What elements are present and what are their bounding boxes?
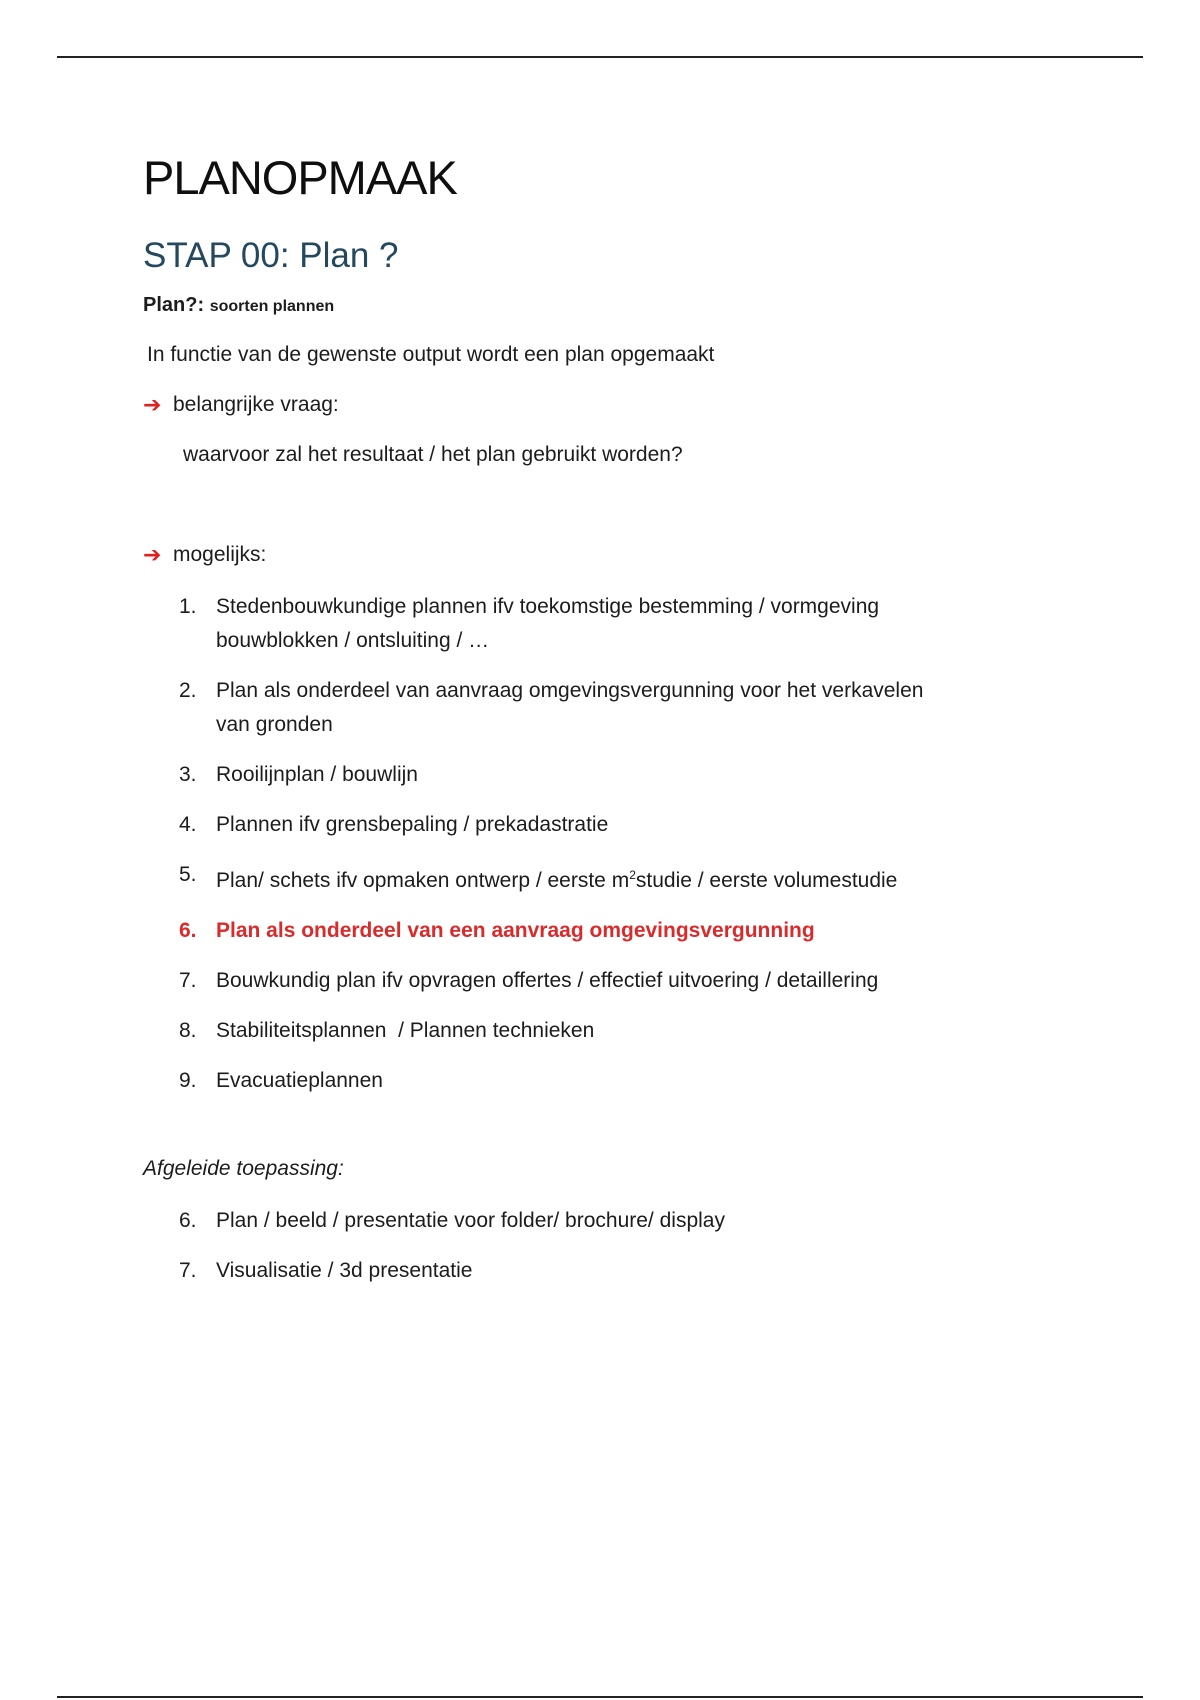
question-label: belangrijke vraag: <box>173 393 339 416</box>
list-item-text: Plan / beeld / presentatie voor folder/ brochure/ display <box>216 1209 725 1232</box>
subheading <box>143 290 1063 322</box>
list-item-text: Plan als onderdeel van een aanvraag omgevingsvergunning <box>216 919 815 942</box>
list-item-number: 2. <box>179 679 197 702</box>
list-item <box>143 1014 1063 1048</box>
list-item-number: 4. <box>179 813 197 836</box>
list-item-number: 7. <box>179 969 197 992</box>
list-item-text: Plan als onderdeel van aanvraag omgevingsvergunning voor het verkavelen van gronden <box>216 679 924 736</box>
derived-list <box>143 1204 1063 1288</box>
list-item <box>143 1254 1063 1288</box>
section-heading: STAP 00: Plan ? <box>143 236 399 275</box>
list-item-number: 6. <box>179 919 197 942</box>
page-title: PLANOPMAAK <box>143 151 457 204</box>
arrow-right-icon: ➔ <box>143 392 162 417</box>
list-item-number: 5. <box>179 863 197 886</box>
list-item-number: 8. <box>179 1019 197 1042</box>
list-item <box>143 964 1063 998</box>
list-item-text <box>216 858 1063 898</box>
list-item <box>143 808 1063 842</box>
list-item <box>143 674 1063 742</box>
list-item-highlighted <box>143 914 1063 948</box>
list-item-text-end: studie / eerste volumestudie <box>635 869 898 892</box>
list-item-number: 6. <box>179 1209 197 1232</box>
arrow-right-icon: ➔ <box>143 542 162 567</box>
spacer <box>143 470 1063 520</box>
question-text: waarvoor zal het resultaat / het plan gebruikt worden? <box>183 443 683 466</box>
list-item-number: 9. <box>179 1069 197 1092</box>
list-item <box>143 758 1063 792</box>
list-item-text: Bouwkundig plan ifv opvragen offertes / effectief uitvoering / detaillering <box>216 969 879 992</box>
list-item-number: 3. <box>179 763 197 786</box>
list-item-text: Stedenbouwkundige plannen ifv toekomstige bestemming / vormgeving bouwblokken / ontsluiting / … <box>216 595 880 652</box>
list-item <box>143 1064 1063 1098</box>
list-item-text: Plannen ifv grensbepaling / prekadastratie <box>216 813 609 836</box>
plan-types-list <box>143 590 1063 1098</box>
options-line <box>143 540 1063 570</box>
superscript: 2 <box>629 868 636 882</box>
list-item-text: Stabiliteitsplannen / Plannen technieken <box>216 1019 595 1042</box>
options-label: mogelijks: <box>173 543 267 566</box>
subheading-bold: Plan?: <box>143 294 205 316</box>
list-item <box>143 1204 1063 1238</box>
list-item-text-start: Plan/ schets ifv opmaken ontwerp / eerste m <box>216 869 630 892</box>
list-item-text: Visualisatie / 3d presentatie <box>216 1259 473 1282</box>
list-item-number: 7. <box>179 1259 197 1282</box>
page-content <box>143 146 1063 1304</box>
subheading-small: soorten plannen <box>209 298 335 315</box>
top-rule <box>57 56 1143 58</box>
question-line <box>143 390 1063 420</box>
list-item-text: Evacuatieplannen <box>216 1069 383 1092</box>
list-item-number: 1. <box>179 595 197 618</box>
bottom-rule <box>57 1696 1143 1698</box>
derived-section-label: Afgeleide toepassing: <box>143 1157 344 1180</box>
list-item <box>143 590 1063 658</box>
list-item <box>143 858 1063 898</box>
list-item-text: Rooilijnplan / bouwlijn <box>216 763 418 786</box>
intro-paragraph: In functie van de gewenste output wordt een plan opgemaakt <box>147 343 715 366</box>
